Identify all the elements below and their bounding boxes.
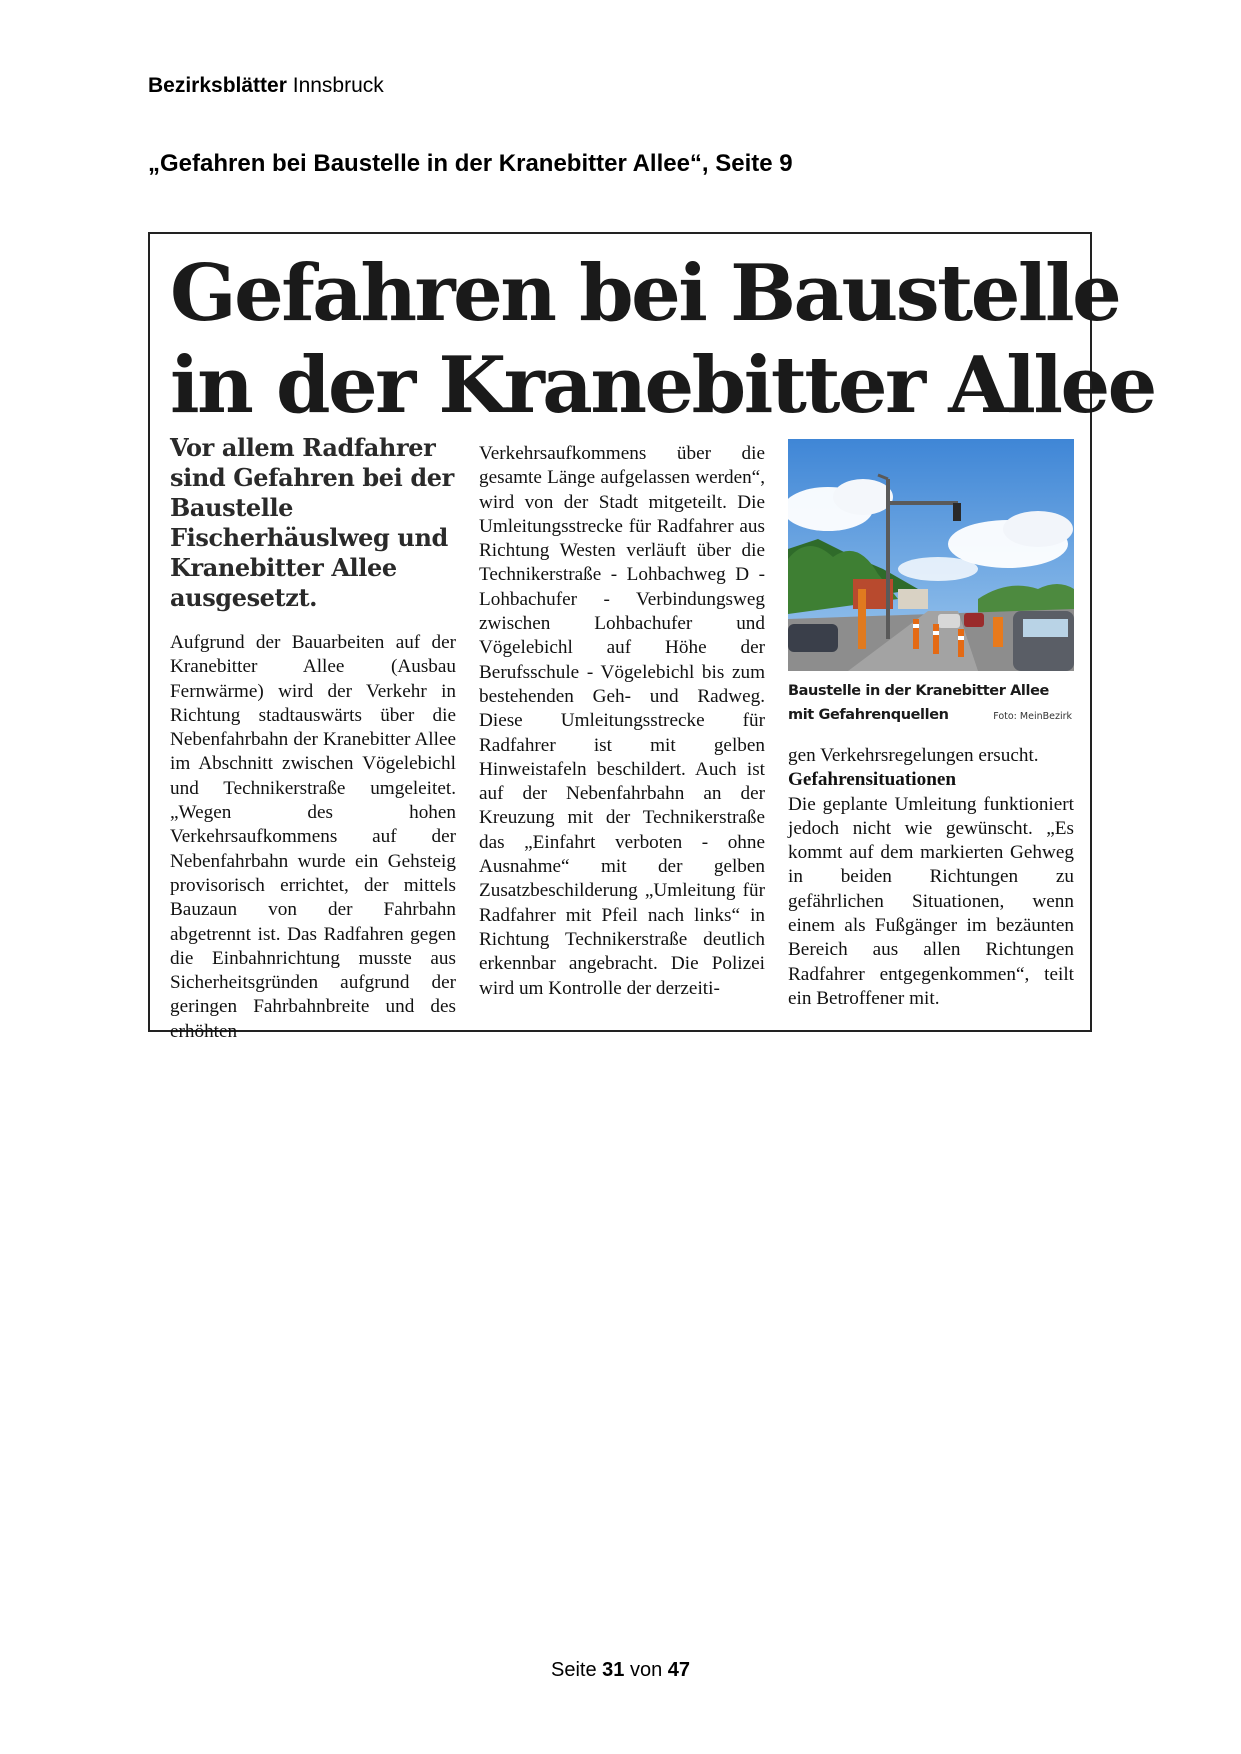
newspaper-clipping bbox=[148, 232, 1155, 1042]
photo-caption-line-2: mit Gefahrenquellen bbox=[788, 707, 949, 723]
column-3-body bbox=[788, 744, 1074, 1011]
article-lead: Vor allem Radfahrer sind Gefahren bei der Baustelle Fischerhäuslweg und Kranebitter Allee ausgesetzt. bbox=[170, 433, 454, 612]
article-column-1 bbox=[170, 433, 456, 1044]
column-3-body-end: Die geplante Umleitung funktioniert jedoch nicht wie gewünscht. „Es kommt auf dem markierten Gehweg in beiden Richtungen zu gefährlichen Situationen, wenn einem als Fußgänger im bezäunten Bereich aus allen Richtungen Radfahrer entgegenkommen“, teilt ein Betroffener mit. bbox=[788, 793, 1074, 1009]
article-subheading: Gefahrensituationen bbox=[788, 769, 957, 791]
photo-caption-line-1: Baustelle in der Kranebitter Allee bbox=[788, 683, 1049, 699]
column-3-body-start: gen Verkehrsregelungen ersucht. bbox=[788, 745, 1039, 766]
construction-site-photo-image bbox=[788, 439, 1074, 671]
page-number bbox=[0, 1659, 1241, 1682]
publication-name-region: Innsbruck bbox=[292, 74, 384, 97]
publication-name bbox=[148, 74, 384, 98]
article-column-2 bbox=[479, 442, 765, 1001]
page-number-current: 31 bbox=[602, 1659, 625, 1681]
page-number-prefix: Seite bbox=[550, 1659, 597, 1681]
headline-line-2: in der Kranebitter Allee bbox=[170, 340, 1155, 431]
page-number-middle: von bbox=[629, 1659, 663, 1681]
publication-name-bold: Bezirksblätter bbox=[148, 74, 287, 97]
article-headline bbox=[170, 248, 1155, 432]
article-column-3 bbox=[788, 439, 1074, 1011]
column-2-body: Verkehrsaufkommens über die gesamte Länge aufgelassen werden“, wird von der Stadt mitgeteilt. Die Umleitungsstrecke für Radfahrer aus Richtung Westen verläuft über die Technikerstraße - Lohbachweg D - Lohbachufer - Verbindungsweg zwischen Lohbachufer und Vögelebichl auf Höhe der Berufsschule - Vögelebichl bis zum bestehenden Geh- und Radweg. Diese Umleitungsstrecke für Radfahrer ist mit gelben Hinweistafeln beschildert. Auch ist auf der Nebenfahrbahn an der Kreuzung mit der Technikerstraße das „Einfahrt verboten - ohne Ausnahme“ mit der gelben Zusatzbeschilderung „Umleitung für Radfahrer mit Pfeil nach links“ in Richtung Technikerstraße deutlich erkennbar angebracht. Die Polizei wird um Kontrolle der derzeiti- bbox=[479, 443, 765, 999]
page-number-total: 47 bbox=[667, 1659, 691, 1681]
column-1-body: Aufgrund der Bauarbeiten auf der Kranebitter Allee (Ausbau Fernwärme) wird der Verkehr in Richtung stadtauswärts über die Nebenfahrbahn der Kranebitter Allee im Abschnitt zwischen Vögelebichl und Technikerstraße umgeleitet. „Wegen des hohen Verkehrsaufkommens auf der Nebenfahrbahn wurde ein Gehsteig provisorisch errichtet, der mittels Bauzaun von der Fahrbahn abgetrennt ist. Das Radfahren gegen die Einbahnrichtung musste aus Sicherheitsgründen aufgrund der geringen Fahrbahnbreite und des erhöhten bbox=[170, 632, 456, 1042]
construction-site-photo bbox=[788, 439, 1074, 671]
photo-caption bbox=[788, 679, 1074, 729]
headline-line-1: Gefahren bei Baustelle bbox=[170, 248, 1120, 339]
photo-credit: Foto: MeinBezirk bbox=[993, 711, 1072, 722]
article-reference: „Gefahren bei Baustelle in der Kranebitter Allee“, Seite 9 bbox=[148, 150, 793, 177]
